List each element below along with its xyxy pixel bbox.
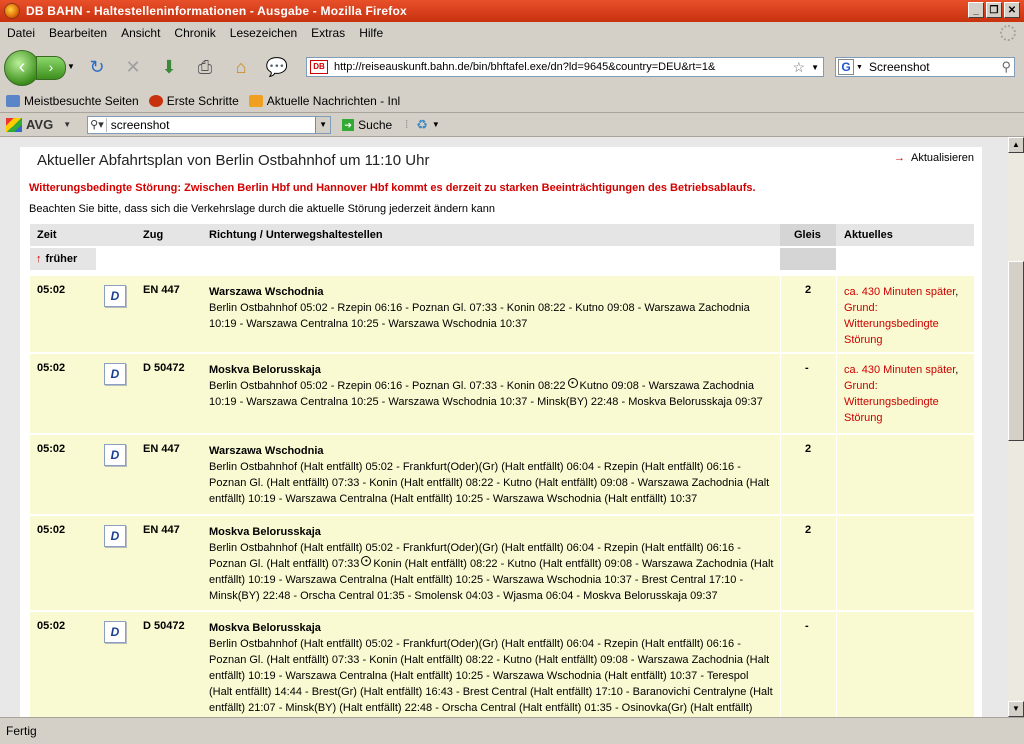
menu-lesezeichen[interactable]: Lesezeichen [229,26,298,40]
route-stops: Berlin Ostbahnhof 05:02 - Rzepin 06:16 - Poznan Gl. 07:33 - Konin 08:22 - Kutno 09:08 - Warszawa Zachodnia 10:19 - Warszawa Centralna 10:25 - Warszawa Wschodnia 10:37 [209,302,750,330]
menu-ansicht[interactable]: Ansicht [121,26,161,40]
menu-hilfe[interactable]: Hilfe [359,26,384,40]
train-type-icon: D [104,285,126,307]
departure-time: 05:02 [37,362,66,374]
arrow-up-icon: ↑ [36,253,42,265]
window-titlebar [0,0,1024,22]
platform: 2 [805,443,812,455]
destination-link[interactable]: Warszawa Wschodnia [209,286,324,298]
train-number-link[interactable]: D 50472 [143,362,185,374]
destination-link[interactable]: Moskva Belorusskaja [209,526,321,538]
avg-dropdown-icon[interactable]: ▼ [63,120,72,129]
window-title: DB BAHN - Haltestelleninformationen - Ausgabe - Mozilla Firefox [26,4,407,18]
earlier-button[interactable]: ↑ früher [30,248,96,270]
table-row [30,354,974,433]
toolbar-separator: ⁞ [405,118,409,131]
route-cell [209,524,774,604]
earlier-row [30,246,974,272]
train-number-link[interactable]: D 50472 [143,620,185,632]
train-number-link[interactable]: EN 447 [143,524,180,536]
search-icon[interactable]: ⚲ [1001,59,1011,74]
table-row [30,612,974,717]
disruption-alert: Witterungsbedingte Störung: Zwischen Berlin Hbf und Hannover Hbf kommt es derzeit zu starken Beeinträchtigungen des Betriebsablaufs. [29,182,756,194]
rss-icon [249,95,263,107]
scroll-down-button[interactable]: ▼ [1008,701,1024,717]
back-button[interactable]: ‹ [4,50,40,86]
platform: - [805,620,809,632]
destination-link[interactable]: Moskva Belorusskaja [209,622,321,634]
platform: 2 [805,284,812,296]
arrow-right-icon: → [894,152,906,164]
avg-search-input[interactable]: screenshot [106,118,315,132]
route-cell [209,620,774,716]
table-header [30,224,974,246]
search-icon: ⚲▾ [90,119,104,131]
header-zug: Zug [143,229,164,241]
download-icon[interactable]: ⬇ [161,57,177,77]
bookmark-star-icon[interactable]: ☆ [792,58,806,75]
route-stops: Berlin Ostbahnhof (Halt entfällt) 05:02 - Frankfurt(Oder)(Gr) (Halt entfällt) 06:04 - Rzepin (Halt entfällt) 06:16 - Poznan Gl. (Halt entfällt) 07:33 - Konin (Halt entfällt) 08:22 - Kutno (Halt entfällt) 09:08 - Warszawa Zachodnia (Halt entfällt) 10:19 - Warszawa Centralna (Halt entfällt) 10:25 - Warszawa Wschodnia (Halt entfällt) 10:37 - Terespol (Halt entfällt) 14:44 - Brest(Gr) (Halt entfällt) 16:43 - Brest Central (Halt entfällt) 17:10 - Baranovichi Centralyne (Halt entfällt) 21:07 - Minsk(BY) (Halt entfällt) 22:48 - Orscha Central (Halt entfällt) 01:35 - Osinovka(Gr) (Halt entfällt) [209,638,773,714]
departure-time: 05:02 [37,284,66,296]
firefox-bookmark-icon [149,95,163,107]
train-type-icon: D [104,444,126,466]
navigation-toolbar [0,44,1024,90]
train-type-icon: D [104,525,126,547]
bookmarks-toolbar [0,90,1024,113]
print-icon[interactable]: ⎙ [197,57,213,77]
folder-icon [6,95,20,107]
arrow-right-icon: ➔ [342,119,354,131]
maximize-button[interactable]: ❐ [986,2,1002,18]
throbber-icon [1000,25,1016,41]
google-engine-icon[interactable]: G [838,59,854,75]
bookmark-getting-started[interactable]: Erste Schritte [149,94,239,108]
table-row [30,276,974,352]
status-cell: ca. 430 Minuten später, Grund: Witterungsbedingte Störung [844,364,959,424]
url-input[interactable]: http://reiseauskunft.bahn.de/bin/bhftafel.exe/dn?ld=9645&country=DEU&rt=1& [334,61,716,73]
route-stops: Berlin Ostbahnhof (Halt entfällt) 05:02 - Frankfurt(Oder)(Gr) (Halt entfällt) 06:04 - Rzepin (Halt entfällt) 06:16 - Poznan Gl. (Halt entfällt) 07:33 - Konin (Halt entfällt) 08:22 - Kutno (Halt entfällt) 09:08 - Warszawa Zachodnia (Halt entfällt) 10:19 - Warszawa Centralna (Halt entfällt) 10:25 - Warszawa Wschodnia (Halt entfällt) 10:37 [209,461,770,505]
menu-datei[interactable]: Datei [7,26,36,40]
vertical-scrollbar[interactable] [1008,137,1024,717]
train-number-link[interactable]: EN 447 [143,443,180,455]
header-gleis: Gleis [794,229,821,241]
search-input[interactable]: Screenshot [868,60,930,74]
info-circle-icon[interactable]: ● [568,378,578,388]
route-cell [209,362,774,410]
url-bar[interactable] [306,57,824,77]
url-dropdown-icon[interactable]: ▼ [811,62,819,72]
route-stops-continued: Kutno 09:08 - Warszawa Zachodnia 10:19 - Warszawa Centralna 10:25 - Warszawa Wschodnia 10:37 - Minsk(BY) 22:48 - Moskva Belorusskaja 09:37 [209,380,763,408]
train-type-icon: D [104,621,126,643]
departure-time: 05:02 [37,524,66,536]
avg-toolbar [0,113,1024,137]
destination-link[interactable]: Moskva Belorusskaja [209,364,321,376]
destination-link[interactable]: Warszawa Wschodnia [209,445,324,457]
db-favicon: DB [310,60,328,74]
avg-tool-dropdown-icon[interactable]: ▼ [431,120,440,129]
bookmark-most-visited[interactable]: Meistbesuchte Seiten [6,94,139,108]
speech-bubble-icon[interactable]: 💬 [265,57,289,77]
header-aktuelles: Aktuelles [844,229,893,241]
stop-button[interactable]: ✕ [125,57,141,77]
page-title: Aktueller Abfahrtsplan von Berlin Ostbahnhof um 11:10 Uhr [37,152,430,169]
train-type-icon: D [104,363,126,385]
train-number-link[interactable]: EN 447 [143,284,180,296]
table-row [30,435,974,514]
info-circle-icon[interactable]: ● [361,556,371,566]
route-stops-continued: Konin (Halt entfällt) 08:22 - Kutno (Halt entfällt) 09:08 - Warszawa Zachodnia (Halt entfällt) 10:19 - Warszawa Centralna (Halt entfällt) 10:25 - Warszawa Wschodnia 10:37 - Brest Central 17:10 - Minsk(BY) 22:48 - Orscha Central 01:35 - Smolensk 04:03 - Wjasma 06:04 - Moskva Belorusskaja 09:37 [209,558,774,602]
delay-text: ca. 430 Minuten später [844,364,956,376]
status-cell: ca. 430 Minuten später, Grund: Witterungsbedingte Störung [844,286,959,346]
menu-bearbeiten[interactable]: Bearbeiten [49,26,108,40]
platform: 2 [805,524,812,536]
bookmark-news[interactable]: Aktuelle Nachrichten - Inl [249,94,400,108]
departure-table [30,224,974,714]
avg-tool-icon[interactable]: ♻ [416,116,428,132]
avg-icon [6,118,22,132]
departure-time: 05:02 [37,443,66,455]
engine-dropdown-icon[interactable]: ▼ [856,63,863,71]
header-zeit: Zeit [37,229,57,241]
table-row [30,516,974,610]
home-button[interactable]: ⌂ [235,57,247,77]
route-stops: Berlin Ostbahnhof (Halt entfällt) 05:02 - Frankfurt(Oder)(Gr) (Halt entfällt) 06:04 - Rzepin (Halt entfällt) 06:16 - Poznan Gl. (Halt entfällt) 07:33 [209,542,741,570]
delay-text: ca. 430 Minuten später [844,286,956,298]
page-viewport [0,137,1008,717]
menu-extras[interactable]: Extras [311,26,346,40]
reload-button[interactable]: ↻ [89,57,105,77]
firefox-icon [4,3,20,19]
avg-logo[interactable]: AVG ▼ [6,117,71,132]
scroll-up-button[interactable]: ▲ [1008,137,1024,153]
forward-button[interactable]: › [36,56,66,80]
scroll-thumb[interactable] [1008,261,1024,441]
status-text: Fertig [6,724,37,738]
history-dropdown-icon[interactable]: ▼ [67,62,75,71]
route-cell [209,284,774,332]
menubar [0,22,1024,44]
route-stops: Berlin Ostbahnhof 05:02 - Rzepin 06:16 - Poznan Gl. 07:33 - Konin 08:22 [209,380,566,392]
status-bar [0,717,1024,744]
page-content [20,147,982,717]
menu-chronik[interactable]: Chronik [174,26,216,40]
refresh-link[interactable]: → Aktualisieren [894,152,974,164]
avg-search-button[interactable]: ➔ Suche [337,115,397,135]
minimize-button[interactable]: _ [968,2,984,18]
platform: - [805,362,809,374]
search-box[interactable] [835,57,1015,77]
avg-search-dropdown[interactable]: ▼ [315,117,330,133]
delay-reason: Grund: Witterungsbedingte Störung [844,302,939,346]
header-richtung: Richtung / Unterwegshaltestellen [209,229,383,241]
delay-reason: Grund: Witterungsbedingte Störung [844,380,939,424]
disruption-note: Beachten Sie bitte, dass sich die Verkehrslage durch die aktuelle Störung jederzeit ändern kann [29,203,495,215]
close-button[interactable]: ✕ [1004,2,1020,18]
departure-time: 05:02 [37,620,66,632]
route-cell [209,443,774,507]
avg-search-box[interactable] [87,116,331,134]
